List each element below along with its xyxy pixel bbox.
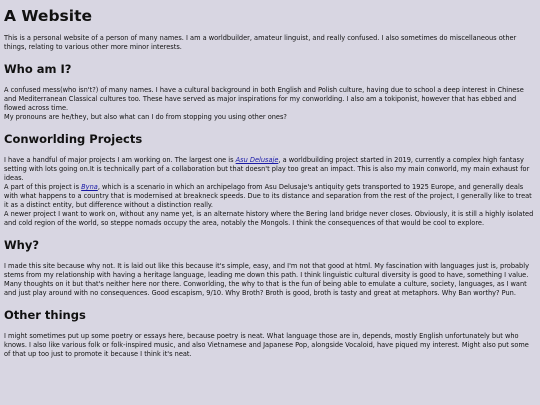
heading-other-things: Other things — [4, 308, 86, 322]
heading-who-am-i: Who am I? — [4, 62, 72, 76]
who-paragraph-pronouns: My pronouns are he/they, but also what can I do from stopping you using other ones? — [4, 113, 287, 121]
heading-conworlding-projects: Conworlding Projects — [4, 132, 143, 146]
asu-delusaje-link[interactable]: Asu Delusaje — [235, 156, 279, 164]
conworlding-paragraph-3: A newer project I want to work on, without any name yet, is an alternate history where the Bering land bridge never closes. Obviously, it is still a highly isolated and cold region of the world, so steppe nomads occupy the area, notably the Mongols. I think the consequences of that would be cool to explore. — [4, 210, 534, 227]
intro-paragraph: This is a personal website of a person of many names. I am a worldbuilder, amateur linguist, and really confused. I also sometimes do miscellaneous other things, relating to various other more minor interests. — [4, 34, 517, 51]
heading-why: Why? — [4, 238, 40, 252]
other-paragraph: I might sometimes put up some poetry or essays here, because poetry is neat. What language those are in, depends, mostly English unfortunately but who knows. I also like various folk or folk-inspired music, and also Vietnamese and Japanese Pop, alongside Vocaloid, have piqued my interest. Might also put some of that up too just to promote it because I think it's neat. — [4, 332, 529, 358]
byna-link[interactable]: Byna — [81, 183, 98, 191]
conworlding-p2-text-before: A part of this project is — [4, 183, 82, 191]
conworlding-paragraph-1 — [4, 156, 536, 183]
why-paragraph: I made this site because why not. It is laid out like this because it's simple, easy, and I'm not that good at html. My fascination with languages just is, probably stems from my relationship with having a heritage language, leading me down this path. I think linguistic cultural diversity is good to have, something I value. Many thoughts on it but that's neither here nor there. Conworlding, the why to that is the fun of being able to emulate a culture, society, languages, as I want and just play around with no consequences. Good escapism, 9/10. Why Broth? Broth is good, broth is tasty and great at metaphors. Why Ban worthy? Pun. — [4, 262, 529, 297]
conworlding-p1-text-after: , a worldbuilding project started in 2019, currently a complex high fantasy setting with lots going on.It is technically part of a collaboration but that doesn't play too great an impact. This is also my main conworld, my main exhaust for ideas. — [4, 156, 530, 182]
page-title: A Website — [4, 7, 93, 25]
conworlding-paragraph-2 — [4, 183, 536, 210]
conworlding-p1-text-before: I have a handful of major projects I am working on. The largest one is — [4, 156, 236, 164]
who-paragraph-1: A confused mess(who isn't?) of many names. I have a cultural background in both English and Polish culture, having due to school a deep interest in Chinese and Mediterranean Classical cultures too. These have served as major inspirations for my conworlding. I also am a tokiponist, however that has ebbed and flowed across time. — [4, 86, 524, 112]
conworlding-p2-text-after: , which is a scenario in which an archipelago from Asu Delusaje's antiquity gets transported to 1925 Europe, and generally deals with what happens to a country that is modernised at breakneck speeds. Due to its distance and separation from the rest of the project, I generally like to treat it as a distinct entity, but difference without a distinction really. — [4, 183, 532, 209]
